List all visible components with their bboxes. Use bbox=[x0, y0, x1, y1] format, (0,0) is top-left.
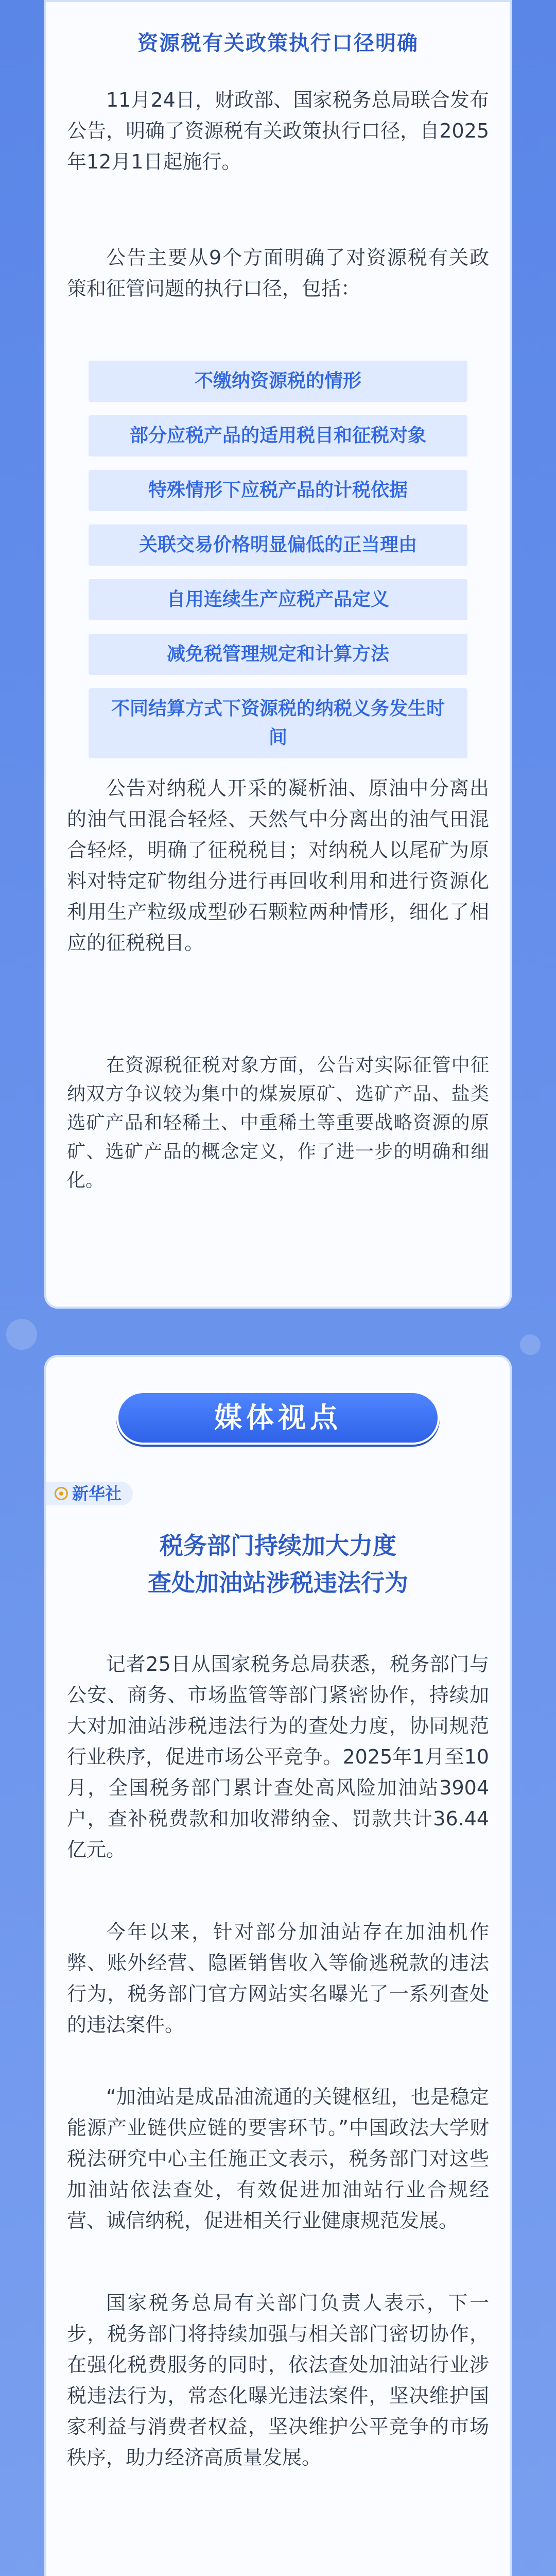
source-badge bbox=[46, 1482, 133, 1505]
media-banner: 媒体视点 bbox=[116, 1391, 440, 1445]
paragraph: 今年以来，针对部分加油站存在加油机作弊、账外经营、隐匿销售收入等偷逃税款的违法行为，税务部门官方网站实名曝光了一系列查处的违法案件。 bbox=[67, 1921, 489, 2036]
item-box: 减免税管理规定和计算方法 bbox=[89, 634, 467, 675]
item-box: 关联交易价格明显偏低的正当理由 bbox=[89, 524, 467, 566]
decor-bubble bbox=[520, 1334, 541, 1355]
paragraph: 国家税务总局有关部门负责人表示，下一步，税务部门将持续加强与相关部门密切协作，在强化税费服务的同时，依法查处加油站行业涉税违法行为，常态化曝光违法案件，坚决维护国家利益与消费者权益，坚决维护公平竞争的市场秩序，助力经济高质量发展。 bbox=[67, 2292, 489, 2469]
paragraph: “加油站是成品油流通的关键枢纽，也是稳定能源产业链供应链的要害环节。”中国政法大学财税法研究中心主任施正文表示，税务部门对这些加油站依法查处，有效促进加油站行业合规经营、诚信纳税，促进相关行业健康规范发展。 bbox=[67, 2086, 489, 2232]
source-icon bbox=[55, 1487, 68, 1500]
article-title-line1: 税务部门持续加大力度 bbox=[160, 1532, 396, 1560]
item-box: 自用连续生产应税产品定义 bbox=[89, 579, 467, 620]
paragraph: 记者25日从国家税务总局获悉，税务部门与公安、商务、市场监管等部门紧密协作，持续加大对加油站涉税违法行为的查处力度，协同规范行业秩序，促进市场公平竞争。2025年1月至10月，全国税务部门累计查处高风险加油站3904户，查补税费款和加收滞纳金、罚款共计36.44亿元。 bbox=[67, 1653, 489, 1861]
article-title-line2: 查处加油站涉税违法行为 bbox=[148, 1569, 408, 1597]
source-label: 新华社 bbox=[72, 1484, 122, 1503]
paragraph: 公告对纳税人开采的凝析油、原油中分离出的油气田混合轻烃、天然气中分离出的油气田混合轻烃，明确了征税税目；对纳税人以尾矿为原料对特定矿物组分进行再回收利用和进行资源化利用生产粒级成型砂石颗粒两种情形，细化了相应的征税税目。 bbox=[67, 777, 489, 954]
paragraph: 11月24日，财政部、国家税务总局联合发布公告，明确了资源税有关政策执行口径，自2025年12月1日起施行。 bbox=[67, 89, 489, 173]
section-title: 资源税有关政策执行口径明确 bbox=[137, 31, 419, 55]
paragraph: 在资源税征税对象方面，公告对实际征管中征纳双方争议较为集中的煤炭原矿、选矿产品、盐类选矿产品和轻稀土、中重稀土等重要战略资源的原矿、选矿产品的概念定义，作了进一步的明确和细化。 bbox=[67, 1055, 489, 1191]
paragraph: 公告主要从9个方面明确了对资源税有关政策和征管问题的执行口径，包括： bbox=[67, 246, 489, 300]
item-box: 特殊情形下应税产品的计税依据 bbox=[89, 470, 467, 511]
decor-bubble bbox=[6, 1319, 37, 1350]
item-box: 部分应税产品的适用税目和征税对象 bbox=[89, 415, 467, 456]
item-box: 不缴纳资源税的情形 bbox=[89, 361, 467, 402]
item-box: 不同结算方式下资源税的纳税义务发生时间 bbox=[89, 688, 467, 758]
